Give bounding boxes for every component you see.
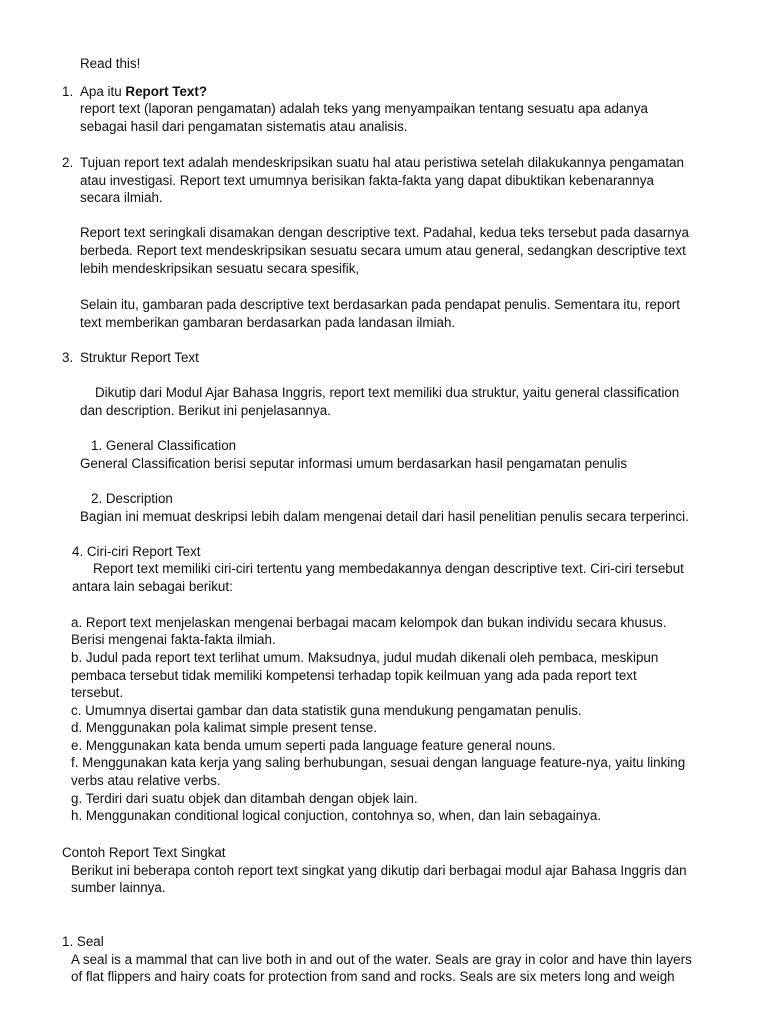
paragraph-line: antara lain sebagai berikut: xyxy=(72,579,233,594)
list-item: h. Menggunakan conditional logical conjuction, contohnya so, when, dan lain sebagainya. xyxy=(71,808,602,823)
list-item: f. Menggunakan kata kerja yang saling berhubungan, sesuai dengan language feature-nya, yaitu linking xyxy=(71,755,686,770)
subheading-description: 2. Description xyxy=(91,491,173,506)
list-item: tersebut. xyxy=(71,685,124,700)
list-item: Berisi mengenai fakta-fakta ilmiah. xyxy=(71,632,276,647)
paragraph-line: berbeda. Report text mendeskripsikan sesuatu secara umum atau general, sedangkan descriptive text xyxy=(80,243,686,258)
paragraph-line: report text (laporan pengamatan) adalah teks yang menyampaikan tentang sesuatu apa adanya xyxy=(80,101,648,116)
list-item: g. Terdiri dari suatu objek dan ditambah dengan objek lain. xyxy=(71,791,418,806)
list-item: e. Menggunakan kata benda umum seperti pada language feature general nouns. xyxy=(71,738,556,753)
list-item: d. Menggunakan pola kalimat simple present tense. xyxy=(71,720,377,735)
read-this-heading: Read this! xyxy=(80,56,141,71)
paragraph-line: General Classification berisi seputar informasi umum berdasarkan hasil pengamatan penulis xyxy=(80,456,628,471)
paragraph-line: lebih mendeskripsikan sesuatu secara spesifik, xyxy=(80,261,360,276)
question-prefix: Apa itu xyxy=(80,84,126,99)
paragraph-line: A seal is a mammal that can live both in and out of the water. Seals are gray in color and have thin layers xyxy=(71,952,692,967)
subheading-general-classification: 1. General Classification xyxy=(91,438,237,453)
paragraph-line: text memberikan gambaran berdasarkan pada landasan ilmiah. xyxy=(80,315,456,330)
paragraph-line: Report text seringkali disamakan dengan descriptive text. Padahal, kedua teks tersebut pada dasarnya xyxy=(80,225,689,240)
paragraph-line: of flat flippers and hairy coats for protection from sand and rocks. Seals are six meters long and weigh xyxy=(71,969,675,984)
paragraph-line: Report text memiliki ciri-ciri tertentu yang membedakannya dengan descriptive text. Ciri-ciri tersebut xyxy=(93,561,684,576)
list-item: b. Judul pada report text terlihat umum. Maksudnya, judul mudah dikenali oleh pembaca, meskipun xyxy=(71,650,659,665)
list-item: pembaca tersebut tidak memiliki kompetensi terhadap topik keilmuan yang ada pada report text xyxy=(71,668,637,683)
list-item: c. Umumnya disertai gambar dan data statistik guna mendukung pengamatan penulis. xyxy=(71,703,582,718)
paragraph-line: sebagai hasil dari pengamatan sistematis atau analisis. xyxy=(80,119,408,134)
paragraph-line: Selain itu, gambaran pada descriptive text berdasarkan pada pendapat penulis. Sementara itu, report xyxy=(80,297,680,312)
contoh-heading: Contoh Report Text Singkat xyxy=(62,845,226,860)
list-item: verbs atau relative verbs. xyxy=(71,773,221,788)
paragraph-line: atau investigasi. Report text umumnya berisikan fakta-fakta yang dapat dibuktikan kebenarannya xyxy=(80,173,654,188)
question-bold: Report Text? xyxy=(125,84,208,99)
list-number-3: 3. xyxy=(62,350,74,365)
paragraph-line: dan description. Berikut ini penjelasannya. xyxy=(80,403,331,418)
paragraph-line: Bagian ini memuat deskripsi lebih dalam mengenai detail dari hasil penelitian penulis secara terperinci. xyxy=(80,509,689,524)
section-4-heading: 4. Ciri-ciri Report Text xyxy=(72,544,201,559)
section-3-heading: Struktur Report Text xyxy=(80,350,199,365)
section-1-question xyxy=(80,83,207,100)
list-number-2: 2. xyxy=(62,155,74,170)
seal-heading: 1. Seal xyxy=(62,934,104,949)
list-item: a. Report text menjelaskan mengenai berbagai macam kelompok dan bukan individu secara khusus. xyxy=(71,615,667,630)
paragraph-line: Tujuan report text adalah mendeskripsikan suatu hal atau peristiwa setelah dilakukannya pengamatan xyxy=(80,155,684,170)
paragraph-line: Berikut ini beberapa contoh report text singkat yang dikutip dari berbagai modul ajar Bahasa Inggris dan xyxy=(71,863,687,878)
paragraph-line: secara ilmiah. xyxy=(80,190,163,205)
list-number-1: 1. xyxy=(62,84,74,99)
paragraph-line: Dikutip dari Modul Ajar Bahasa Inggris, report text memiliki dua struktur, yaitu general classification xyxy=(95,385,680,400)
paragraph-line: sumber lainnya. xyxy=(71,880,166,895)
